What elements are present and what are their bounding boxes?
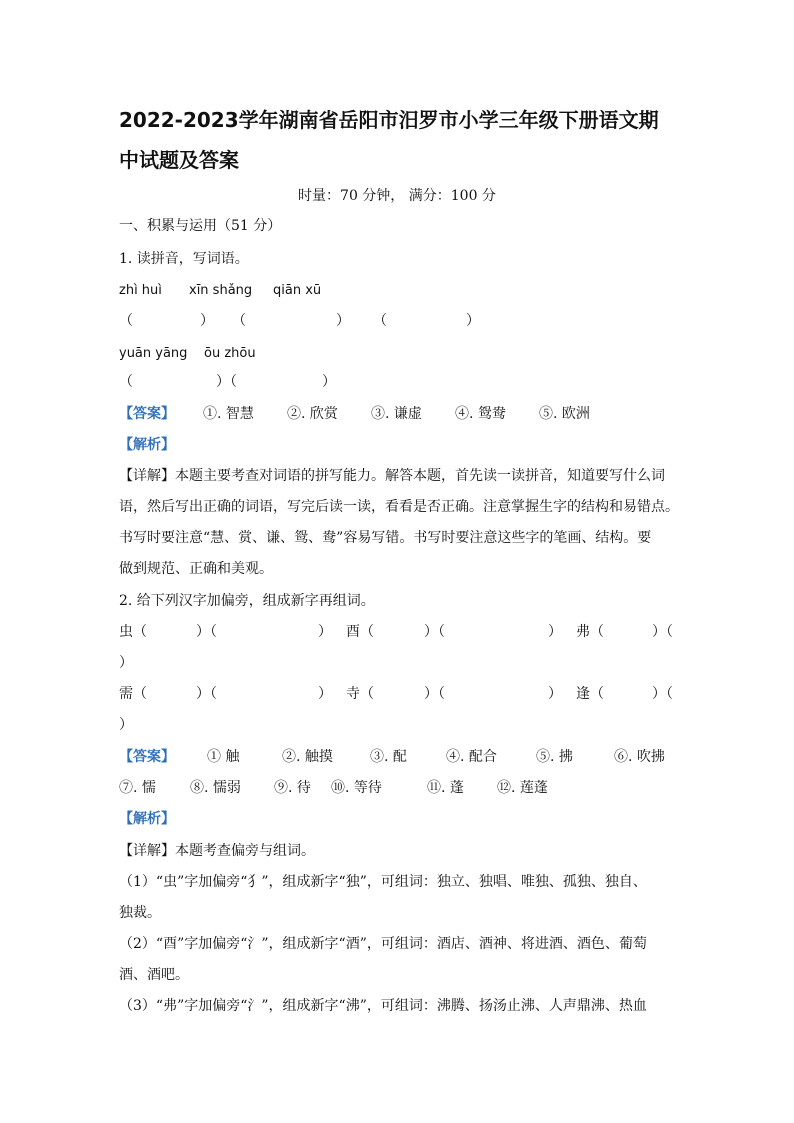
- char-row-wrap: ）: [119, 655, 133, 671]
- detail-line: （1）“虫”字加偏旁“犭”，组成新字“独”，可组词：独立、独唱、唯独、孤独、独自、: [119, 874, 647, 890]
- answer-item: ②. 触摸: [282, 749, 333, 765]
- detail-line: （3）“弗”字加偏旁“氵”，组成新字“沸”，可组词：沸腾、扬汤止沸、人声鼎沸、热血: [119, 998, 647, 1014]
- blank-close-open: ）（: [216, 374, 237, 390]
- char-row-item: ）（: [424, 624, 445, 640]
- char-row-item: 需（: [119, 686, 147, 702]
- question-1-stem: 1. 读拼音，写词语。: [119, 251, 249, 267]
- char-row-item: ）: [548, 624, 562, 640]
- blank-close: ）: [336, 313, 350, 329]
- char-row-item: ）: [318, 624, 332, 640]
- answer-item: ③. 配: [370, 749, 407, 765]
- analysis-tag: 【解析】: [119, 437, 175, 453]
- pinyin-zhihui: zhì huì: [119, 283, 162, 298]
- blank-close: ）: [322, 374, 336, 390]
- answer-item: ⑨. 待: [274, 780, 311, 796]
- question-2-stem: 2. 给下列汉字加偏旁，组成新字再组词。: [119, 593, 375, 609]
- detail-line: 做到规范、正确和美观。: [119, 561, 273, 577]
- char-row-item: ）（: [196, 686, 217, 702]
- answer-item: ⑥. 吹拂: [614, 749, 665, 765]
- analysis-tag: 【解析】: [119, 811, 175, 827]
- answer-tag: 【答案】: [119, 749, 175, 765]
- answer-item: ④. 鸳鸯: [455, 406, 506, 422]
- detail-line: 酒、酒吧。: [119, 967, 189, 983]
- answer-item: ⑪. 蓬: [427, 780, 464, 796]
- blank-open: （: [232, 313, 246, 329]
- answer-item: ④. 配合: [446, 749, 497, 765]
- answer-item: ②. 欣赏: [287, 406, 338, 422]
- page-title-line-2: 中试题及答案: [119, 148, 239, 172]
- char-row-item: ）（: [424, 686, 445, 702]
- char-row-item: 虫（: [119, 624, 147, 640]
- char-row-item: 弗（: [576, 624, 604, 640]
- detail-line: 【详解】本题主要考查对词语的拼写能力。解答本题，首先读一读拼音，知道要写什么词: [119, 468, 665, 484]
- detail-line: 语，然后写出正确的词语，写完后读一读，看看是否正确。注意掌握生字的结构和易错点。: [119, 499, 679, 515]
- answer-item: ⑤. 欧洲: [539, 406, 590, 422]
- blank-open: （: [119, 374, 133, 390]
- answer-tag: 【答案】: [119, 406, 175, 422]
- pinyin-qianxu: qiān xū: [273, 283, 322, 298]
- answer-item: ⑤. 拂: [536, 749, 573, 765]
- blank-open: （: [119, 313, 133, 329]
- detail-intro: 【详解】本题考查偏旁与组词。: [119, 843, 315, 859]
- answer-item: ⑦. 懦: [119, 780, 156, 796]
- detail-line: （2）“酉”字加偏旁“氵”，组成新字“酒”，可组词：酒店、酒神、将进酒、酒色、葡萄: [119, 936, 647, 952]
- char-row-item: 酉（: [346, 624, 374, 640]
- pinyin-ouzhou: ōu zhōu: [204, 346, 256, 361]
- answer-item: ③. 谦虚: [371, 406, 422, 422]
- time-info: 时量：70 分钟， 满分：100 分: [298, 188, 496, 204]
- answer-item: ⑧. 懦弱: [190, 780, 241, 796]
- answer-item: ⑩. 等待: [331, 780, 382, 796]
- detail-line: 书写时要注意“慧、赏、谦、鸳、鸯”容易写错。书写时要注意这些字的笔画、结构。要: [119, 530, 652, 546]
- answer-item: ① 触: [207, 749, 240, 765]
- char-row-item: 逢（: [576, 686, 604, 702]
- char-row-item: 寺（: [346, 686, 374, 702]
- blank-close: ）: [466, 313, 480, 329]
- char-row-item: ）: [318, 686, 332, 702]
- pinyin-xinshang: xīn shǎng: [189, 283, 253, 298]
- char-row-item: ）: [548, 686, 562, 702]
- page-title-line-1: 2022-2023学年湖南省岳阳市汨罗市小学三年级下册语文期: [119, 108, 659, 132]
- detail-line: 独裁。: [119, 905, 161, 921]
- blank-close: ）: [200, 313, 214, 329]
- char-row-item: ）（: [652, 686, 673, 702]
- pinyin-yuanyang: yuān yāng: [119, 346, 188, 361]
- blank-open: （: [373, 313, 387, 329]
- char-row-item: ）（: [196, 624, 217, 640]
- answer-item: ①. 智慧: [203, 406, 254, 422]
- section-heading: 一、积累与运用（51 分）: [119, 218, 282, 234]
- char-row-item: ）（: [652, 624, 673, 640]
- answer-item: ⑫. 莲蓬: [497, 780, 548, 796]
- char-row-wrap: ）: [119, 717, 133, 733]
